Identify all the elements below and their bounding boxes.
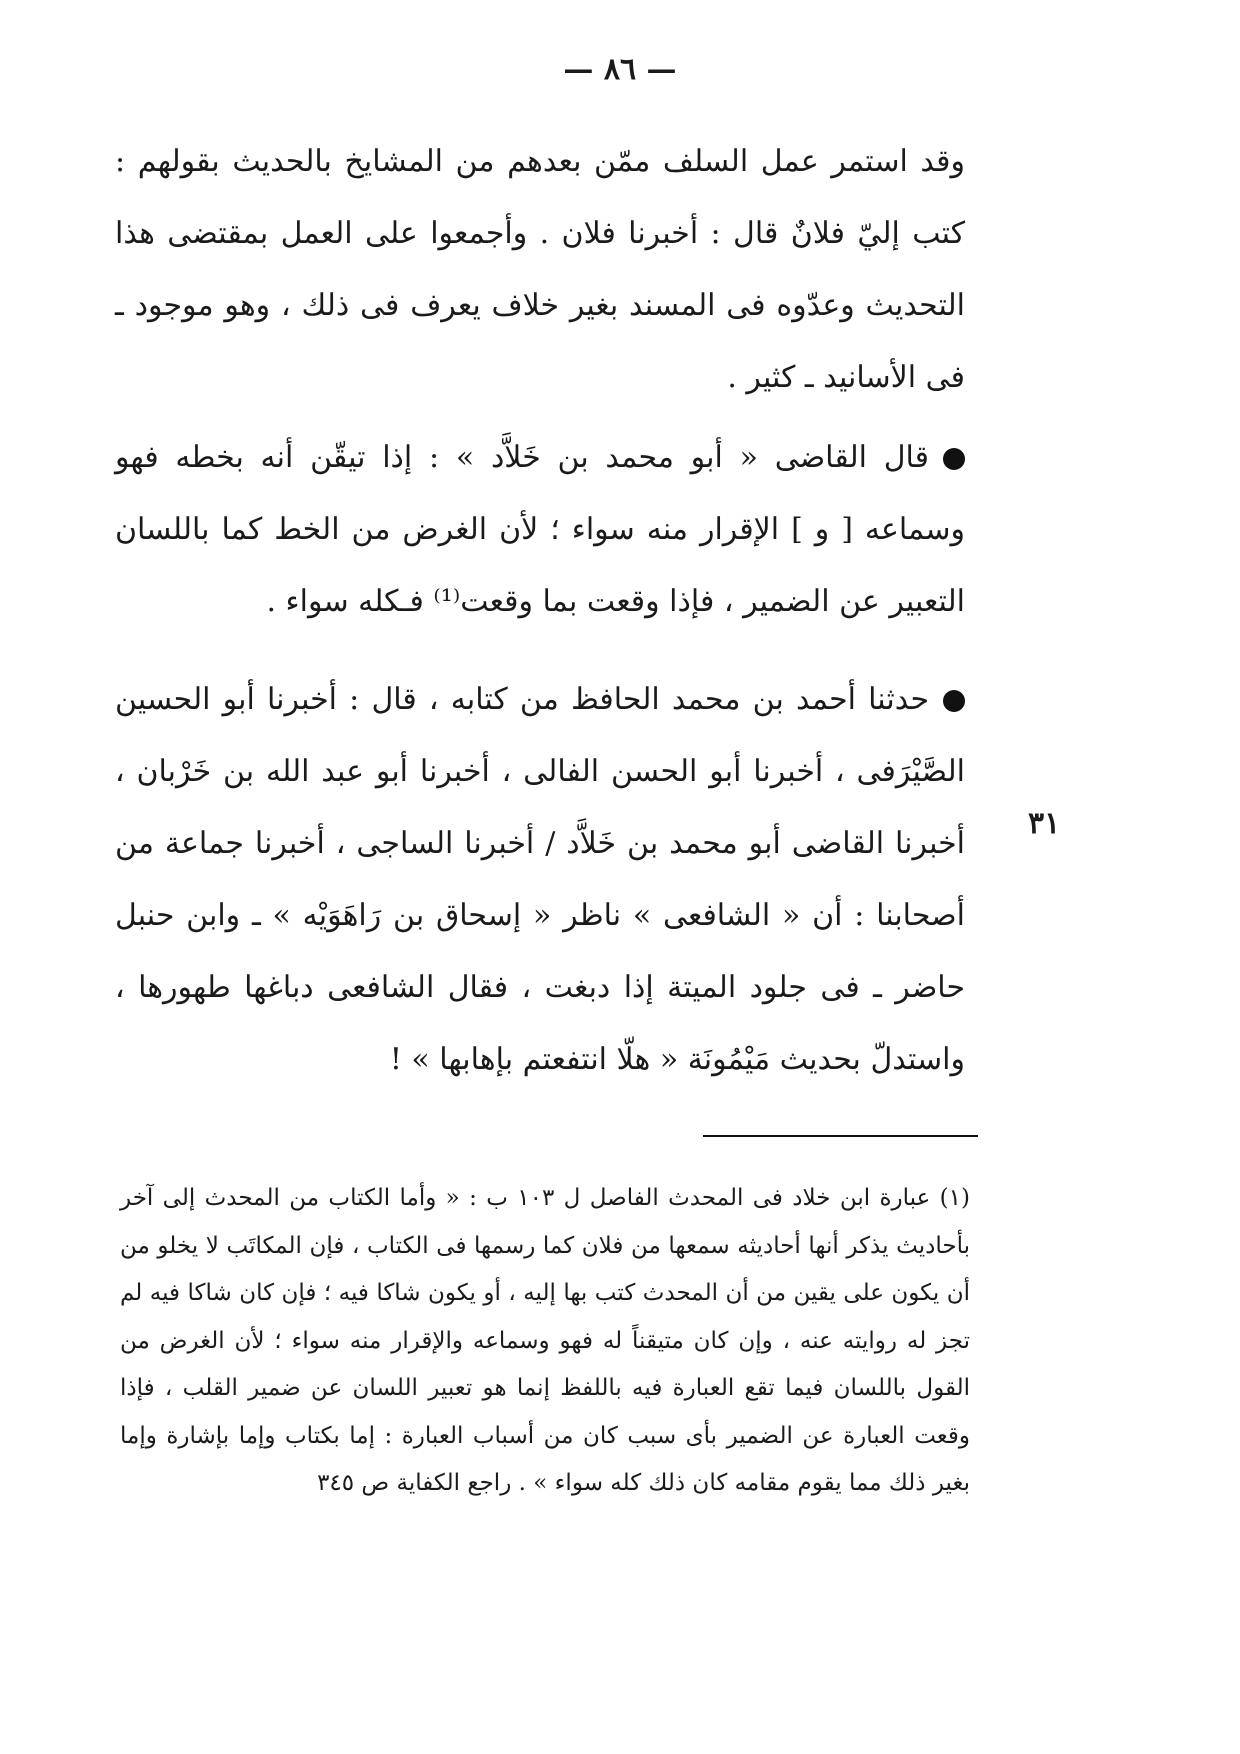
paragraph-1: وقد استمر عمل السلف ممّن بعدهم من المشايخ بالحديث بقولهم : كتب إليّ فلانٌ قال : أخبرنا فلان . وأجمعوا على العمل بمقتضى هذا التحديث وعدّوه فى المسند بغير خلاف يعرف فى ذلك ، وهو موجود ـ فى الأسانيد ـ كثير . <box>115 144 965 395</box>
paragraph-2 <box>115 422 965 638</box>
bullet-icon <box>943 690 965 712</box>
margin-reference-number: ٣١ <box>1028 806 1061 841</box>
footnote-divider <box>703 1135 978 1137</box>
paragraph-3-text: حدثنا أحمد بن محمد الحافظ من كتابه ، قال : أخبرنا أبو الحسين الصَّيْرَفى ، أخبرنا أبو الحسن الفالى ، أخبرنا أبو عبد الله بن خَرْبان ، أخبرنا القاضى أبو محمد بن خَلاَّد / أخبرنا الساجى ، أخبرنا جماعة من أصحابنا : أن « الشافعى » ناظر « إسحاق بن رَاهَوَيْه » ـ وابن حنبل حاضر ـ فى جلود الميتة إذا دبغت ، فقال الشافعى دباغها طهورها ، واستدلّ بحديث مَيْمُونَة « هلّا انتفعتم بإهابها » ! <box>115 682 965 1077</box>
paragraph-3 <box>115 664 965 1096</box>
page-number: — ٨٦ — <box>563 52 677 87</box>
paragraph-2-text: قال القاضى « أبو محمد بن خَلاَّد » : إذا تيقّن أنه بخطه فهو وسماعه [ و ] الإقرار منه سواء ؛ لأن الغرض من الخط كما باللسان التعبير عن الضمير ، فإذا وقعت بما وقعت⁽¹⁾ فـكله سواء . <box>115 440 965 619</box>
bullet-icon <box>943 448 965 470</box>
footnote: (١) عبارة ابن خلاد فى المحدث الفاصل ل ١٠٣ ب : « وأما الكتاب من المحدث إلى آخر بأحاديث يذكر أنها أحاديثه سمعها من فلان كما رسمها فى الكتاب ، فإن المكاتَب لا يخلو من أن يكون على يقين من أن المحدث كتب بها إليه ، أو يكون شاكا فيه ؛ فإن كان شاكا فيه لم تجز له روايته عنه ، وإن كان متيقناً له فهو وسماعه والإقرار منه سواء ؛ لأن الغرض من القول باللسان فيما تقع العبارة فيه باللفظ إنما هو تعبير اللسان عن ضمير القلب ، فإذا وقعت العبارة عن الضمير بأى سبب كان من أسباب العبارة : إما بكتاب وإما بإشارة وإما بغير ذلك مما يقوم مقامه كان ذلك كله سواء » . راجع الكفاية ص ٣٤٥ <box>120 1185 970 1496</box>
